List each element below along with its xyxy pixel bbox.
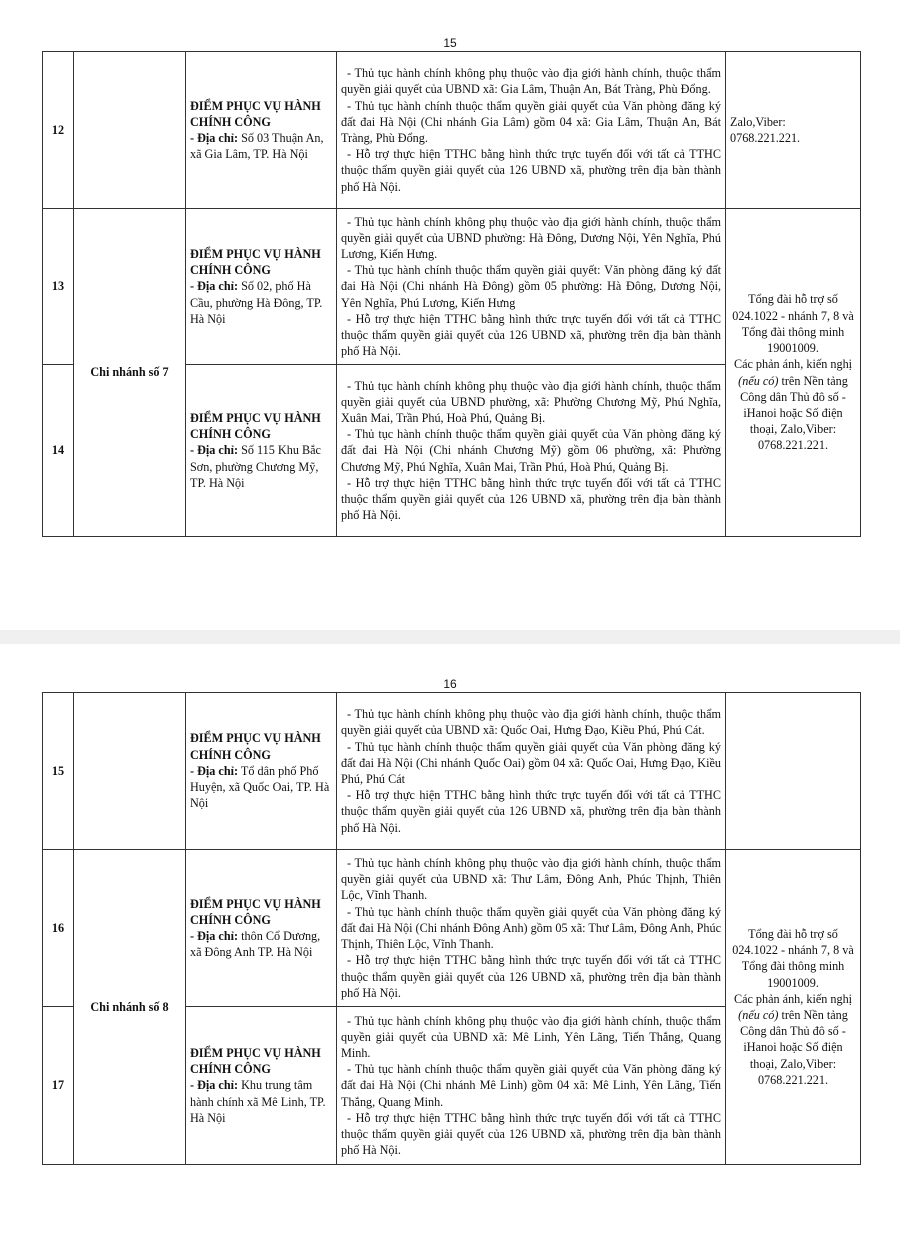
- row-number: 16: [43, 850, 74, 1007]
- table-row: [43, 209, 861, 365]
- procedure-item: - Thủ tục hành chính không phụ thuộc vào địa giới hành chính, thuộc thẩm quyền giải quyết của UBND xã: Quốc Oai, Hưng Đạo, Kiều Phú, Phú Cát.: [341, 707, 721, 738]
- procedures-cell: [337, 52, 726, 209]
- procedure-item: - Thủ tục hành chính không phụ thuộc vào địa giới hành chính, thuộc thẩm quyền giải quyết của UBND xã: Mê Linh, Yên Lãng, Tiến Thắng, Quang Minh.: [341, 1013, 721, 1060]
- address-text: thôn Cổ Dương, xã Đông Anh TP. Hà Nội: [190, 929, 321, 960]
- procedures-cell: [337, 209, 726, 365]
- table-row: [43, 850, 861, 1007]
- procedure-item: - Hỗ trợ thực hiện TTHC bằng hình thức trực tuyến đối với tất cả TTHC thuộc thẩm quyền giải quyết của 126 UBND xã, phường trên địa bàn thành phố Hà Nội.: [341, 311, 721, 359]
- service-point-title: ĐIỂM PHỤC VỤ HÀNH CHÍNH CÔNG: [190, 896, 321, 927]
- procedure-item: - Thủ tục hành chính thuộc thẩm quyền giải quyết của Văn phòng đăng ký đất đai Hà Nội (Chi nhánh Quốc Oai) gồm 04 xã: Quốc Oai, Hưng Đạo, Kiều Phú, Phú Cát: [341, 739, 721, 786]
- address-label: - Địa chỉ:: [190, 929, 239, 943]
- procedure-item: - Thủ tục hành chính không phụ thuộc vào địa giới hành chính, thuộc thẩm quyền giải quyết của UBND xã: Thư Lâm, Đông Anh, Phúc Thịnh, Thiên Lộc, Vĩnh Thanh.: [341, 856, 721, 903]
- service-point-title: ĐIỂM PHỤC VỤ HÀNH CHÍNH CÔNG: [190, 410, 321, 442]
- address-cell: [186, 1007, 337, 1165]
- contact-cell-empty: [726, 693, 861, 850]
- contact-cell-continued: [726, 52, 861, 209]
- procedure-item: - Hỗ trợ thực hiện TTHC bằng hình thức trực tuyến đối với tất cả TTHC thuộc thẩm quyền giải quyết của 126 UBND xã, phường trên địa bàn thành phố Hà Nội.: [341, 953, 721, 1000]
- address-text: Khu trung tâm hành chính xã Mê Linh, TP. Hà Nội: [190, 1078, 326, 1125]
- branch-name: Chi nhánh số 8: [74, 850, 186, 1165]
- row-number: 14: [43, 365, 74, 537]
- service-point-title: ĐIỂM PHỤC VỤ HÀNH CHÍNH CÔNG: [190, 731, 321, 762]
- address-text: Số 02, phố Hà Cầu, phường Hà Đông, TP. Hà Nội: [190, 279, 323, 326]
- contact-cell: [726, 850, 861, 1165]
- row-number: 12: [43, 52, 74, 209]
- procedure-item: - Thủ tục hành chính thuộc thẩm quyền giải quyết của Văn phòng đăng ký đất đai Hà Nội (Chi nhánh Đông Anh) gồm 05 xã: Thư Lâm, Đông Anh, Phúc Thịnh, Thiên Lộc, Vĩnh Thanh.: [341, 904, 721, 952]
- service-point-title: ĐIỂM PHỤC VỤ HÀNH CHÍNH CÔNG: [190, 98, 321, 129]
- procedure-item: - Thủ tục hành chính thuộc thẩm quyền giải quyết của Văn phòng đăng ký đất đai Hà Nội (Chi nhánh Gia Lâm) gồm 04 xã: Gia Lâm, Thuận An, Bát Tràng, Phù Đổng.: [341, 98, 721, 145]
- feedback-text: Các phản ánh, kiến nghị (nếu có) trên Nền tảng Công dân Thủ đô số - iHanoi hoặc Số điện thoại, Zalo,Viber: 0768.221.221.: [733, 991, 853, 1087]
- procedure-item: - Thủ tục hành chính không phụ thuộc vào địa giới hành chính, thuộc thẩm quyền giải quyết của UBND phường, xã: Phường Chương Mỹ, Phú Nghĩa, Xuân Mai, Trần Phú, Hoà Phú, Quảng Bị.: [341, 378, 721, 425]
- page-number: 15: [443, 36, 457, 50]
- service-points-table: [42, 692, 861, 1165]
- address-text: Số 115 Khu Bắc Sơn, phường Chương Mỹ, TP. Hà Nội: [190, 443, 321, 490]
- feedback-text: Các phản ánh, kiến nghị (nếu có) trên Nền tảng Công dân Thủ đô số - iHanoi hoặc Số điện thoại, Zalo,Viber: 0768.221.221.: [733, 357, 853, 453]
- procedures-cell: [337, 693, 726, 850]
- hotline-text: Tổng đài hỗ trợ số 024.1022 - nhánh 7, 8 và Tổng đài thông minh 19001009.: [732, 292, 854, 356]
- branch-cell-empty: [74, 52, 186, 209]
- address-cell: [186, 52, 337, 209]
- procedures-cell: [337, 1007, 726, 1165]
- document-page-16: [0, 644, 900, 1257]
- page-number: 16: [443, 677, 457, 691]
- branch-name: Chi nhánh số 7: [74, 209, 186, 537]
- address-cell: [186, 850, 337, 1007]
- address-label: - Địa chỉ:: [190, 1078, 239, 1093]
- procedure-item: - Thủ tục hành chính thuộc thẩm quyền giải quyết của Văn phòng đăng ký đất đai Hà Nội (Chi nhánh Chương Mỹ) gồm 06 phường, xã: Phường Chương Mỹ, Phú Nghĩa, Xuân Mai, Trần Phú, Hoà Phú, Quảng Bị.: [341, 427, 721, 474]
- procedure-item: - Thủ tục hành chính không phụ thuộc vào địa giới hành chính, thuộc thẩm quyền giải quyết của UBND xã: Gia Lâm, Thuận An, Bát Tràng, Phù Đổng.: [341, 66, 721, 97]
- procedure-item: - Thủ tục hành chính thuộc thẩm quyền giải quyết: Văn phòng đăng ký đất đai Hà Nội (Chi nhánh Hà Đông) gồm 05 phường: Hà Đông, Dương Nội, Yên Nghĩa, Phú Lương, Kiến Hưng: [341, 263, 721, 310]
- contact-zalo-label: Zalo,Viber:: [730, 114, 786, 129]
- procedure-item: - Hỗ trợ thực hiện TTHC bằng hình thức trực tuyến đối với tất cả TTHC thuộc thẩm quyền giải quyết của 126 UBND xã, phường trên địa bàn thành phố Hà Nội.: [341, 147, 721, 194]
- address-label: - Địa chỉ:: [190, 763, 239, 778]
- address-text: Tổ dân phố Phố Huyện, xã Quốc Oai, TP. Hà Nội: [190, 763, 330, 811]
- procedures-cell: [337, 850, 726, 1007]
- row-number: 17: [43, 1007, 74, 1165]
- address-cell: [186, 693, 337, 850]
- table-row: [43, 52, 861, 209]
- procedures-cell: [337, 365, 726, 537]
- row-number: 15: [43, 693, 74, 850]
- address-cell: [186, 365, 337, 537]
- procedure-item: - Thủ tục hành chính thuộc thẩm quyền giải quyết của Văn phòng đăng ký đất đai Hà Nội (Chi nhánh Mê Linh) gồm 04 xã: Mê Linh, Yên Lãng, Tiến Thắng, Quang Minh.: [341, 1062, 721, 1109]
- procedure-item: - Hỗ trợ thực hiện TTHC bằng hình thức trực tuyến đối với tất cả TTHC thuộc thẩm quyền giải quyết của 126 UBND xã, phường trên địa bàn thành phố Hà Nội.: [341, 788, 721, 835]
- service-points-table: [42, 51, 861, 537]
- address-cell: [186, 209, 337, 365]
- address-label: - Địa chỉ:: [190, 131, 239, 145]
- address-label: - Địa chỉ:: [190, 443, 239, 458]
- address-label: - Địa chỉ:: [190, 279, 239, 294]
- row-number: 13: [43, 209, 74, 365]
- procedure-item: - Hỗ trợ thực hiện TTHC bằng hình thức trực tuyến đối với tất cả TTHC thuộc thẩm quyền giải quyết của 126 UBND xã, phường trên địa bàn thành phố Hà Nội.: [341, 1110, 721, 1158]
- service-point-title: ĐIỂM PHỤC VỤ HÀNH CHÍNH CÔNG: [190, 246, 321, 278]
- table-row: [43, 693, 861, 850]
- hotline-text: Tổng đài hỗ trợ số 024.1022 - nhánh 7, 8 và Tổng đài thông minh 19001009.: [732, 926, 854, 990]
- address-text: Số 03 Thuận An, xã Gia Lâm, TP. Hà Nội: [190, 131, 324, 162]
- procedure-item: - Thủ tục hành chính không phụ thuộc vào địa giới hành chính, thuộc thẩm quyền giải quyết của UBND phường: Hà Đông, Dương Nội, Yên Nghĩa, Phú Lương, Kiến Hưng.: [341, 214, 721, 261]
- branch-cell-empty: [74, 693, 186, 850]
- contact-phone: 0768.221.221.: [730, 131, 801, 145]
- procedure-item: - Hỗ trợ thực hiện TTHC bằng hình thức trực tuyến đối với tất cả TTHC thuộc thẩm quyền giải quyết của 126 UBND xã, phường trên địa bàn thành phố Hà Nội.: [341, 475, 721, 523]
- contact-cell: [726, 209, 861, 537]
- service-point-title: ĐIỂM PHỤC VỤ HÀNH CHÍNH CÔNG: [190, 1045, 321, 1077]
